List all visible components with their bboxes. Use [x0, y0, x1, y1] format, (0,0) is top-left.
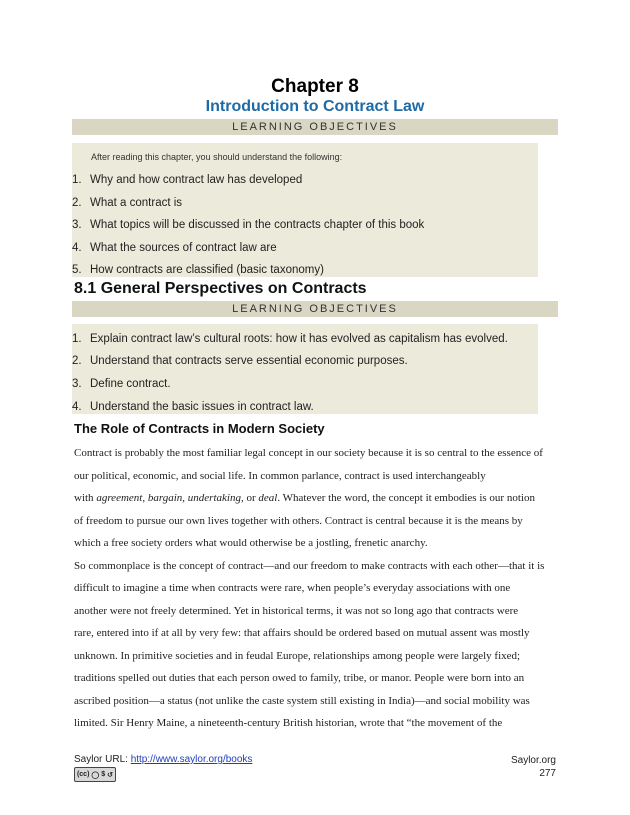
- footer-right: [511, 754, 556, 780]
- list-item-text: What a contract is: [90, 197, 183, 209]
- learning-objectives-box: [72, 143, 538, 277]
- body-line: limited. Sir Henry Maine, a nineteenth-century British historian, wrote that “the movement of the: [74, 717, 503, 729]
- body-line: Contract is probably the most familiar legal concept in our society because it is so central to the essence of: [74, 447, 543, 459]
- list-item: [72, 197, 182, 209]
- italic-term: agreement: [96, 492, 143, 504]
- list-item-number: 4.: [72, 401, 82, 413]
- list-item: [72, 219, 424, 231]
- footer-source: [74, 754, 252, 765]
- list-item-text: What topics will be discussed in the contracts chapter of this book: [90, 219, 425, 231]
- list-item-text: Understand that contracts serve essential economic purposes.: [90, 355, 408, 367]
- learning-objectives-header: LEARNING OBJECTIVES: [72, 119, 558, 135]
- chapter-subtitle: Introduction to Contract Law: [205, 98, 425, 115]
- list-item-number: 3.: [72, 219, 82, 231]
- footer-site: Saylor.org: [510, 755, 556, 766]
- list-item-text: Explain contract law’s cultural roots: how it has evolved as capitalism has evolved.: [90, 333, 508, 345]
- list-item: [72, 401, 314, 413]
- list-item: [72, 242, 277, 254]
- creative-commons-by-nc-sa-icon: (cc) ◯ $ ↺: [74, 767, 116, 782]
- body-line: [74, 492, 556, 504]
- list-item-number: 5.: [72, 264, 82, 276]
- page-number: 277: [539, 768, 556, 779]
- list-item-text: How contracts are classified (basic taxonomy): [90, 264, 324, 276]
- body-line: another were not freely determined. Yet in historical terms, it was not so long ago that contracts were: [74, 605, 519, 617]
- section-title: 8.1 General Perspectives on Contracts: [74, 280, 367, 297]
- body-text: with: [74, 492, 97, 504]
- italic-term: undertaking: [187, 492, 241, 504]
- body-line: of freedom to pursue our own lives together with others. Contract is central because it is the means by: [74, 515, 523, 527]
- list-item-text: Define contract.: [90, 378, 171, 390]
- list-item-number: 1.: [72, 333, 82, 345]
- body-line: rare, entered into if at all by very few: that affairs should be ordered based on mutual assent was mostly: [74, 627, 530, 639]
- body-line: our political, economic, and social life. In common parlance, contract is used interchangeably: [74, 470, 486, 482]
- list-item-text: What the sources of contract law are: [90, 242, 277, 254]
- body-line: traditions spelled out duties that each person owed to family, tribe, or manor. People were born into an: [74, 672, 525, 684]
- list-item-number: 4.: [72, 242, 82, 254]
- footer-url-link[interactable]: http://www.saylor.org/books: [130, 754, 253, 765]
- body-line: which a free society orders what would otherwise be a jostling, frenetic anarchy.: [74, 537, 428, 549]
- learning-objectives-header: LEARNING OBJECTIVES: [72, 301, 558, 317]
- list-item-text: Why and how contract law has developed: [90, 174, 303, 186]
- chapter-title: Chapter 8: [271, 76, 359, 97]
- body-text: , or: [240, 492, 259, 504]
- body-text: ,: [182, 492, 188, 504]
- list-item: [72, 174, 302, 186]
- list-item-number: 3.: [72, 378, 82, 390]
- body-line: difficult to imagine a time when contracts were rare, when people’s everyday associations with one: [74, 582, 511, 594]
- list-item: [72, 355, 408, 367]
- subsection-title: The Role of Contracts in Modern Society: [74, 421, 325, 436]
- list-item: [72, 333, 508, 345]
- italic-term: deal: [258, 492, 278, 504]
- list-item: [72, 378, 171, 390]
- list-item-text: Understand the basic issues in contract law.: [90, 401, 314, 413]
- list-item: [72, 264, 324, 276]
- body-line: unknown. In primitive societies and in feudal Europe, relationships among people were largely fixed;: [74, 650, 521, 662]
- footer-url-label: Saylor URL:: [74, 754, 131, 765]
- list-item-number: 1.: [72, 174, 82, 186]
- list-item-number: 2.: [72, 197, 82, 209]
- list-item-number: 2.: [72, 355, 82, 367]
- italic-term: bargain: [147, 492, 183, 504]
- body-line: So commonplace is the concept of contract—and our freedom to make contracts with each other—that it is: [74, 560, 545, 572]
- body-text: ,: [142, 492, 148, 504]
- body-line: ascribed position—a status (not unlike the caste system still existing in India)—and social mobility was: [74, 695, 530, 707]
- learning-objectives-intro: After reading this chapter, you should understand the following:: [91, 152, 343, 162]
- body-text: . Whatever the word, the concept it embodies is our notion: [277, 492, 535, 504]
